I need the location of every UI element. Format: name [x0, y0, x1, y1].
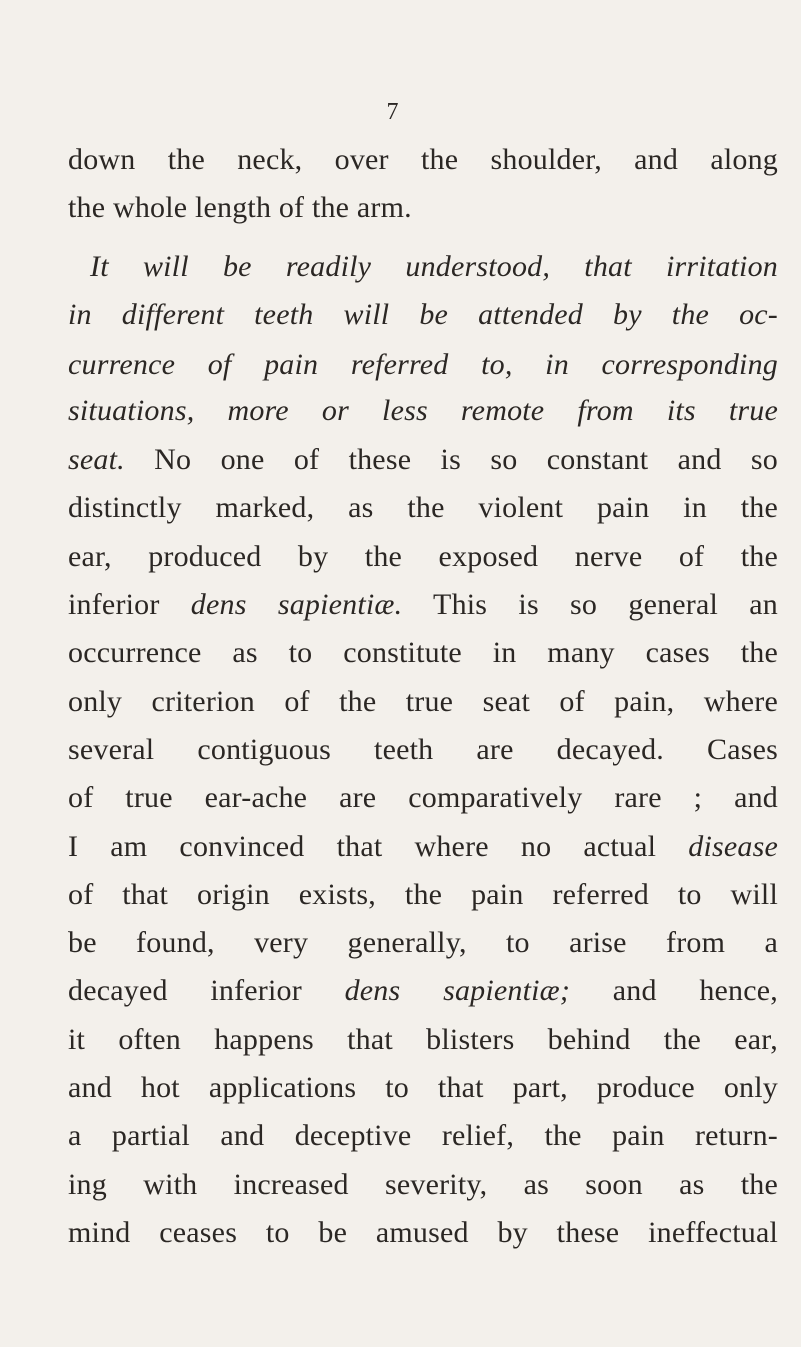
text-segment: down the neck, over the shoulder, and along: [68, 143, 778, 176]
page-number: 7: [386, 99, 399, 125]
text-line: [68, 1213, 778, 1253]
italic-text-segment: dens sapientiæ;: [344, 974, 571, 1007]
text-segment: distinctly marked, as the violent pain in the: [68, 491, 778, 524]
text-line: [68, 537, 778, 577]
text-line: [68, 391, 778, 431]
text-segment: and hence,: [570, 974, 778, 1007]
italic-text-segment: seat.: [68, 443, 125, 476]
italic-text-segment: disease: [688, 830, 778, 863]
text-segment: I am convinced that where no actual: [68, 830, 689, 863]
text-segment: ear, produced by the exposed nerve of the: [68, 540, 778, 573]
text-segment: it often happens that blisters behind the ear,: [68, 1023, 778, 1056]
text-line: [68, 488, 778, 528]
text-line: [68, 1116, 778, 1156]
text-line: [68, 730, 778, 770]
text-line: [68, 188, 778, 228]
text-line: [68, 778, 778, 818]
text-segment: of that origin exists, the pain referred to will: [68, 878, 778, 911]
text-segment: inferior: [68, 588, 191, 621]
text-segment: the whole length of the arm.: [68, 191, 412, 224]
text-line: [68, 140, 778, 180]
text-line: [68, 682, 778, 722]
text-line: [68, 345, 778, 385]
text-line: [68, 827, 778, 867]
text-line: [68, 247, 778, 287]
text-segment: mind ceases to be amused by these ineffectual: [68, 1216, 778, 1249]
italic-text-segment: currence of pain referred to, in corresponding: [68, 348, 778, 381]
text-segment: and hot applications to that part, produce only: [68, 1071, 778, 1104]
text-segment: No one of these is so constant and so: [124, 443, 778, 476]
text-line: [68, 971, 778, 1011]
text-segment: several contiguous teeth are decayed. Cases: [68, 733, 778, 766]
text-line: [68, 295, 778, 335]
italic-text-segment: It will be readily understood, that irritation: [90, 250, 778, 283]
italic-text-segment: in different teeth will be attended by the oc-: [68, 298, 778, 331]
text-line: [68, 875, 778, 915]
text-line: [68, 440, 778, 480]
italic-text-segment: situations, more or less remote from its true: [68, 394, 778, 427]
text-segment: This is so general an: [402, 588, 778, 621]
text-segment: decayed inferior: [68, 974, 345, 1007]
text-segment: only criterion of the true seat of pain, where: [68, 685, 778, 718]
text-segment: a partial and deceptive relief, the pain return-: [68, 1119, 778, 1152]
text-segment: be found, very generally, to arise from a: [68, 926, 778, 959]
italic-text-segment: dens sapientiæ.: [190, 588, 403, 621]
text-line: [68, 1020, 778, 1060]
text-line: [68, 633, 778, 673]
text-segment: occurrence as to constitute in many cases the: [68, 636, 778, 669]
text-line: [68, 1068, 778, 1108]
text-line: [68, 585, 778, 625]
text-segment: of true ear-ache are comparatively rare ; and: [68, 781, 778, 814]
text-line: [68, 923, 778, 963]
text-line: [68, 1165, 778, 1205]
text-segment: ing with increased severity, as soon as the: [68, 1168, 778, 1201]
